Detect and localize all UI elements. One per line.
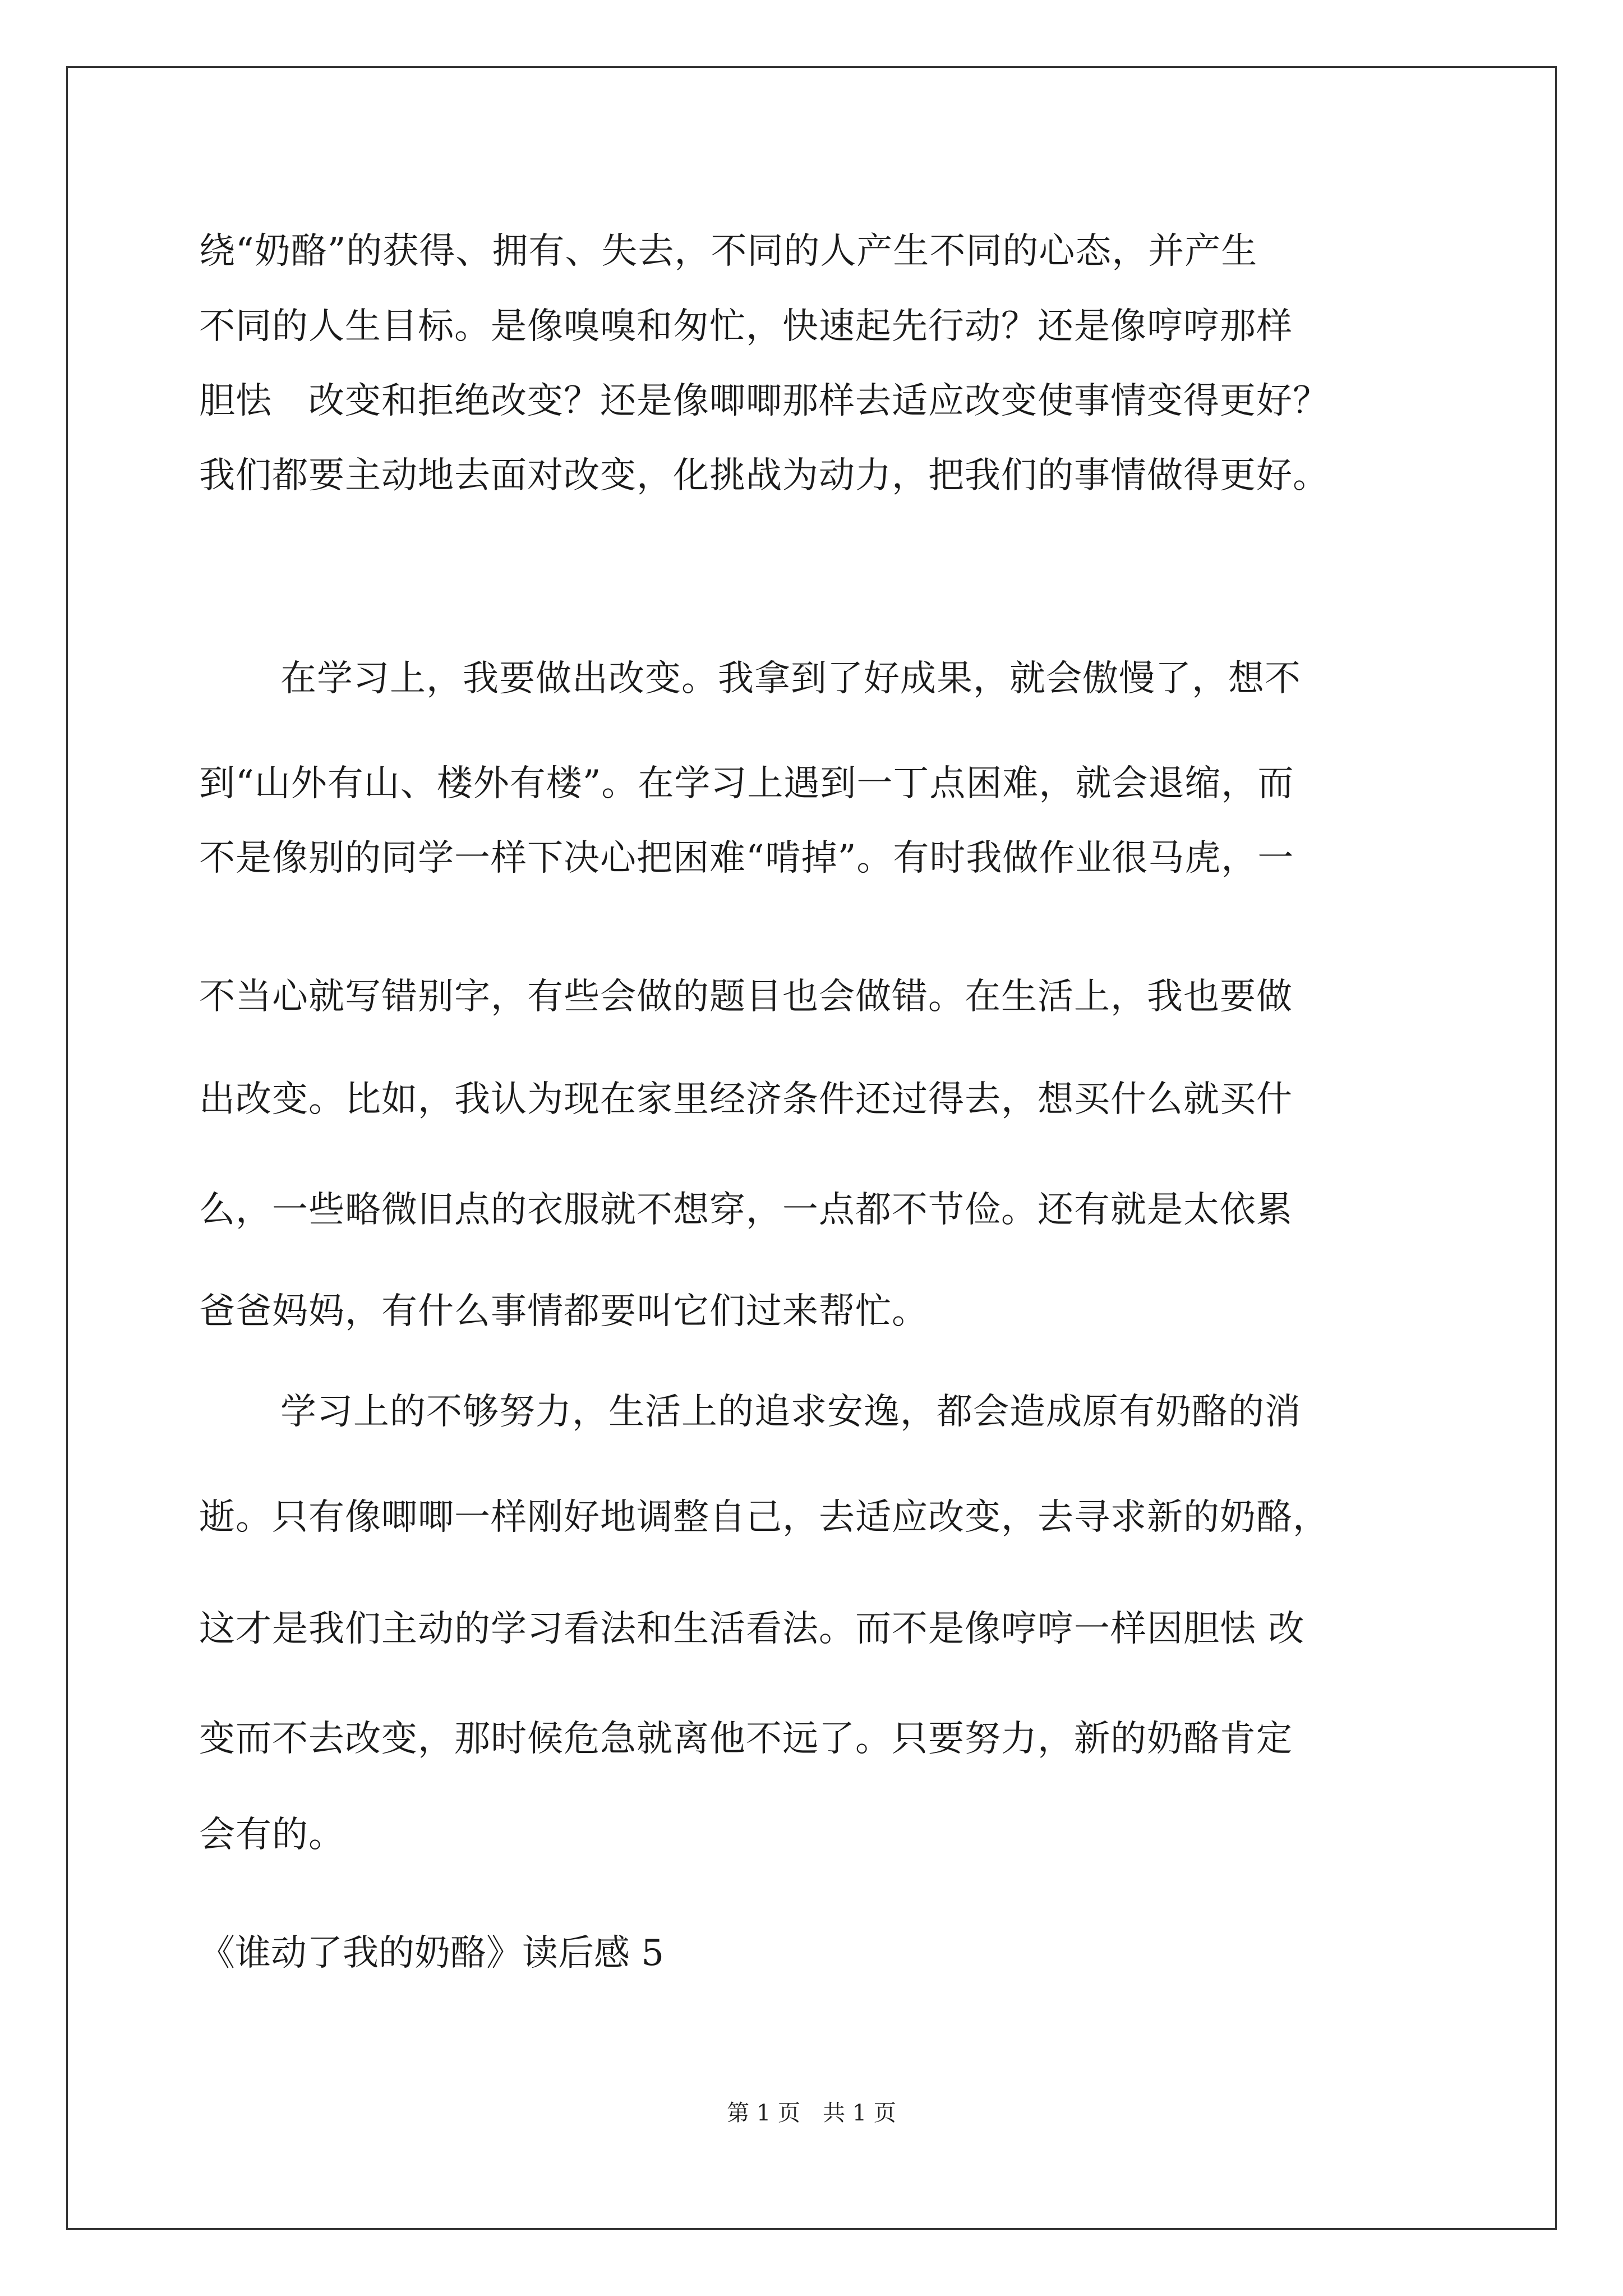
text-line: 我们都要主动地去面对改变，化挑战为动力，把我们的事情做得更好。 bbox=[199, 455, 1329, 496]
text-line: 不是像别的同学一样下决心把困难“啃掉”。有时我做作业很马虎，一 bbox=[199, 838, 1294, 879]
text-line: 么，一些略微旧点的衣服就不想穿，一点都不节俭。还有就是太依累 bbox=[199, 1189, 1293, 1231]
text-line: 这才是我们主动的学习看法和生活看法。而不是像哼哼一样因胆怯 改 bbox=[199, 1608, 1305, 1650]
section-heading: 《谁动了我的奶酪》读后感 5 bbox=[199, 1932, 665, 1974]
text-line: 会有的。 bbox=[199, 1814, 345, 1856]
text-line: 变而不去改变，那时候危急就离他不远了。只要努力，新的奶酪肯定 bbox=[199, 1718, 1293, 1760]
text-line: 胆怯 改变和拒绝改变？还是像唧唧那样去适应改变使事情变得更好？ bbox=[199, 380, 1329, 422]
text-line: 不同的人生目标。是像嗅嗅和匆忙，快速起先行动？还是像哼哼那样 bbox=[199, 306, 1293, 347]
text-line: 爸爸妈妈，有什么事情都要叫它们过来帮忙。 bbox=[199, 1291, 928, 1332]
text-line: 绕“奶酪”的获得、拥有、失去，不同的人产生不同的心态，并产生 bbox=[199, 231, 1258, 272]
text-line: 出改变。比如，我认为现在家里经济条件还过得去，想买什么就买什 bbox=[199, 1079, 1293, 1120]
text-line: 在学习上，我要做出改变。我拿到了好成果，就会傲慢了，想不 bbox=[280, 658, 1301, 700]
page-number-footer: 第 1 页 共 1 页 bbox=[727, 2100, 896, 2126]
text-line: 学习上的不够努力，生活上的追求安逸，都会造成原有奶酪的消 bbox=[280, 1391, 1301, 1433]
text-line: 不当心就写错别字，有些会做的题目也会做错。在生活上，我也要做 bbox=[199, 976, 1293, 1018]
text-line: 到“山外有山、楼外有楼”。在学习上遇到一丁点困难，就会退缩，而 bbox=[199, 763, 1294, 804]
text-line: 逝。只有像唧唧一样刚好地调整自己，去适应改变，去寻求新的奶酪， bbox=[199, 1497, 1329, 1538]
